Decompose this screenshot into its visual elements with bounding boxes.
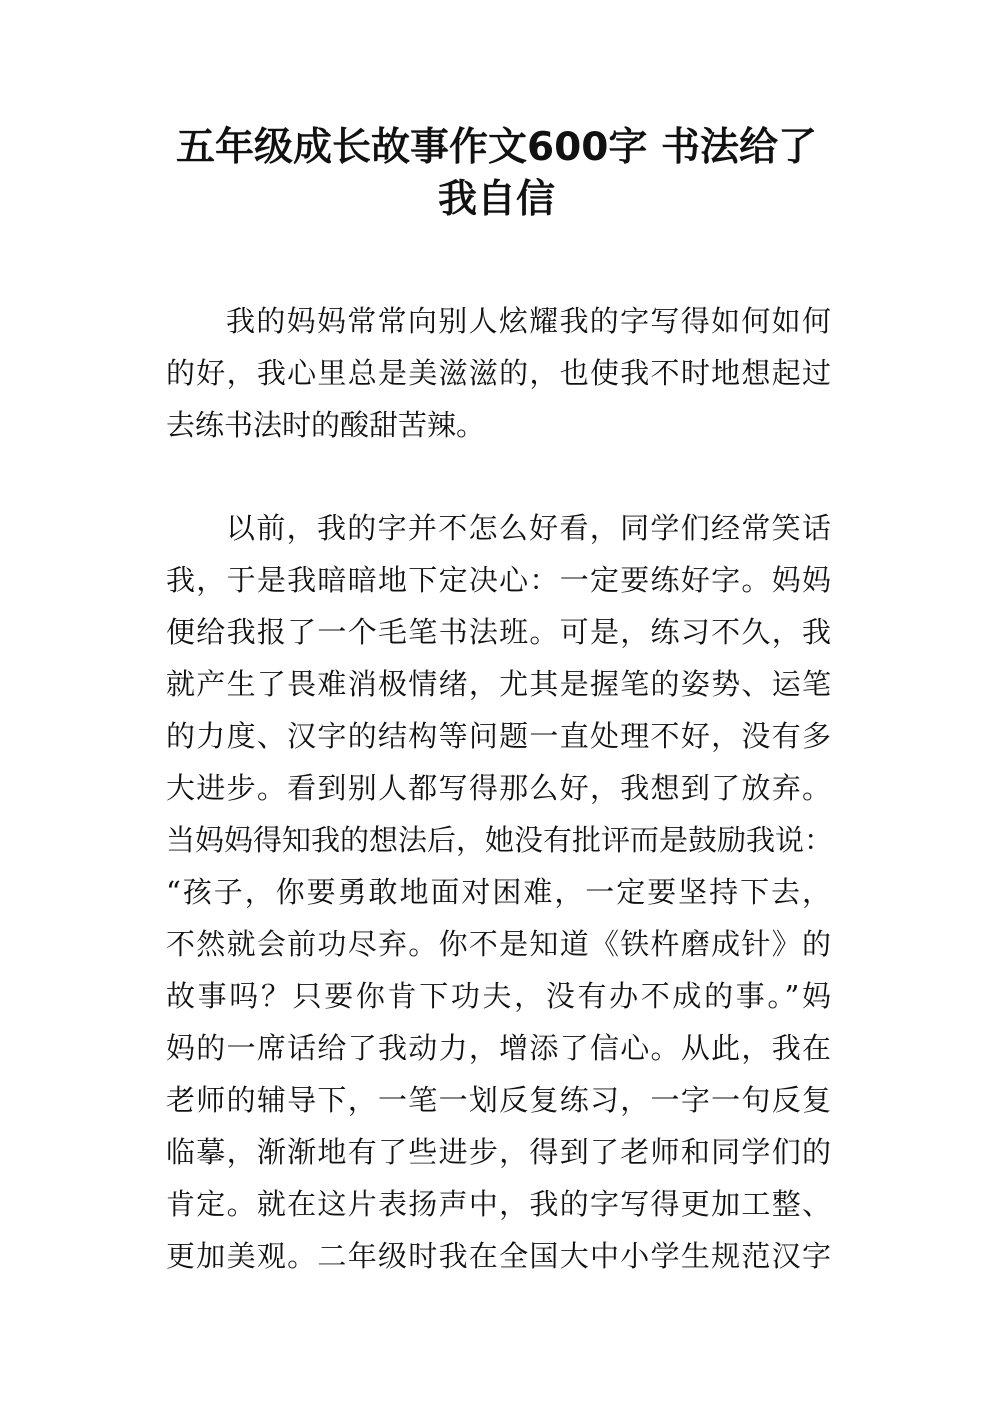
paragraph-1-line: 的好，我心里总是美滋滋的，也使我不时地想起过 [166, 356, 831, 390]
title-line-1: 五年级成长故事作文600字 书法给了 [176, 125, 817, 170]
paragraph-2-line: 便给我报了一个毛笔书法班。可是，练习不久，我 [166, 615, 831, 649]
paragraph-1-line: 去练书法时的酸甜苦辣。 [166, 408, 486, 442]
title-line-2: 我自信 [437, 177, 555, 222]
paragraph-2-line: “孩子，你要勇敢地面对困难，一定要坚持下去， [166, 875, 831, 909]
paragraph-2-line: 临摹，渐渐地有了些进步，得到了老师和同学们的 [166, 1135, 831, 1169]
paragraph-2-line: 妈的一席话给了我动力，增添了信心。从此，我在 [166, 1031, 831, 1065]
paragraph-2-line: 以前，我的字并不怎么好看，同学们经常笑话 [226, 511, 831, 545]
paragraph-2-line: 不然就会前功尽弃。你不是知道《铁杵磨成针》的 [166, 927, 831, 961]
paragraph-2-line: 的力度、汉字的结构等问题一直处理不好，没有多 [166, 719, 831, 753]
paragraph-1-line: 我的妈妈常常向别人炫耀我的字写得如何如何 [226, 304, 831, 338]
paragraph-2-line: 肯定。就在这片表扬声中，我的字写得更加工整、 [166, 1187, 831, 1221]
paragraph-2-line: 我，于是我暗暗地下定决心：一定要练好字。妈妈 [166, 563, 831, 597]
paragraph-2-line: 更加美观。二年级时我在全国大中小学生规范汉字 [166, 1239, 831, 1273]
paragraph-2-line: 大进步。看到别人都写得那么好，我想到了放弃。 [166, 771, 831, 805]
paragraph-2-line: 老师的辅导下，一笔一划反复练习，一字一句反复 [166, 1083, 831, 1117]
paragraph-2-line: 当妈妈得知我的想法后，她没有批评而是鼓励我说： [166, 823, 834, 857]
paragraph-2-line: 就产生了畏难消极情绪，尤其是握笔的姿势、运笔 [166, 667, 831, 701]
paragraph-2-line: 故事吗？只要你肯下功夫，没有办不成的事。”妈 [166, 979, 831, 1013]
